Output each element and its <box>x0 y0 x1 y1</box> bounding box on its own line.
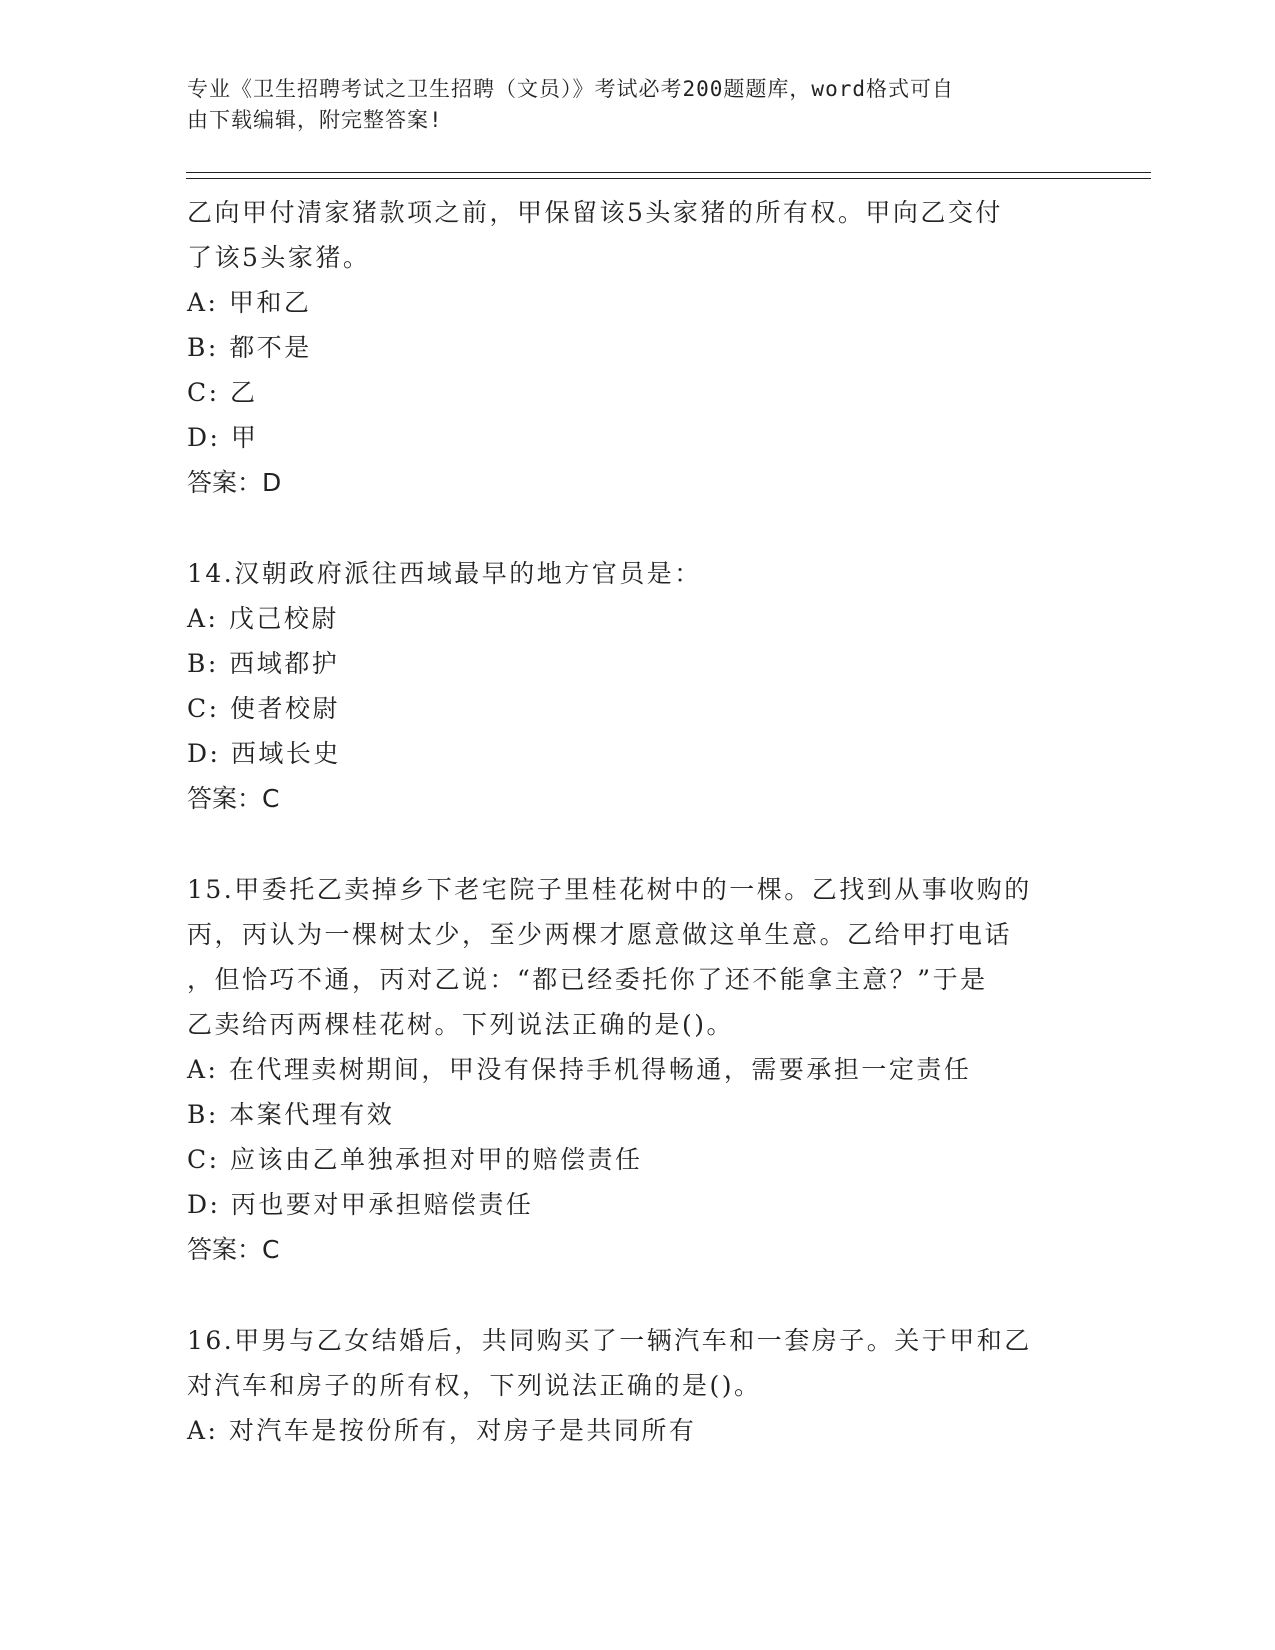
question-block-16 <box>187 1318 1087 1453</box>
option-b: B: 本案代理有效 <box>187 1100 395 1129</box>
option-a: A: 在代理卖树期间，甲没有保持手机得畅通，需要承担一定责任 <box>187 1055 972 1084</box>
option-a: A: 甲和乙 <box>187 288 312 317</box>
question-stem-line: 乙向甲付清家猪款项之前，甲保留该5头家猪的所有权。甲向乙交付 <box>187 198 1003 227</box>
page-header <box>187 74 1067 136</box>
question-stem-line: ，但恰巧不通，丙对乙说：“都已经委托你了还不能拿主意？”于是 <box>187 965 988 994</box>
option-a: A: 戊己校尉 <box>187 604 339 633</box>
question-list <box>187 190 1087 1453</box>
answer-label: 答案：D <box>187 468 282 497</box>
header-rule-top <box>186 172 1151 173</box>
question-block-13 <box>187 190 1087 505</box>
question-stem-line: 14.汉朝政府派往西域最早的地方官员是： <box>187 559 702 588</box>
option-b: B: 都不是 <box>187 333 312 362</box>
header-rule-bottom <box>186 178 1151 179</box>
option-c: C: 应该由乙单独承担对甲的赔偿责任 <box>187 1145 643 1174</box>
option-d: D: 西域长史 <box>187 739 341 768</box>
answer-label: 答案：C <box>187 1235 280 1264</box>
header-title-line: 由下载编辑，附完整答案! <box>187 108 443 132</box>
header-title-line: 专业《卫生招聘考试之卫生招聘（文员）》考试必考200题题库，word格式可自 <box>187 77 954 101</box>
question-stem-line: 15.甲委托乙卖掉乡下老宅院子里桂花树中的一棵。乙找到从事收购的 <box>187 875 1032 904</box>
question-stem-line: 了该5头家猪。 <box>187 243 371 272</box>
question-block-15 <box>187 867 1087 1272</box>
option-d: D: 甲 <box>187 423 259 452</box>
option-c: C: 使者校尉 <box>187 694 340 723</box>
question-stem-line: 乙卖给丙两棵桂花树。下列说法正确的是()。 <box>187 1010 735 1039</box>
question-stem-line: 16.甲男与乙女结婚后，共同购买了一辆汽车和一套房子。关于甲和乙 <box>187 1326 1032 1355</box>
option-b: B: 西域都护 <box>187 649 340 678</box>
question-block-14 <box>187 551 1087 821</box>
question-stem-line: 对汽车和房子的所有权，下列说法正确的是()。 <box>187 1371 762 1400</box>
option-a: A: 对汽车是按份所有，对房子是共同所有 <box>187 1416 697 1445</box>
option-d: D: 丙也要对甲承担赔偿责任 <box>187 1190 534 1219</box>
answer-label: 答案：C <box>187 784 280 813</box>
question-stem-line: 丙，丙认为一棵树太少，至少两棵才愿意做这单生意。乙给甲打电话 <box>187 920 1013 949</box>
option-c: C: 乙 <box>187 378 258 407</box>
